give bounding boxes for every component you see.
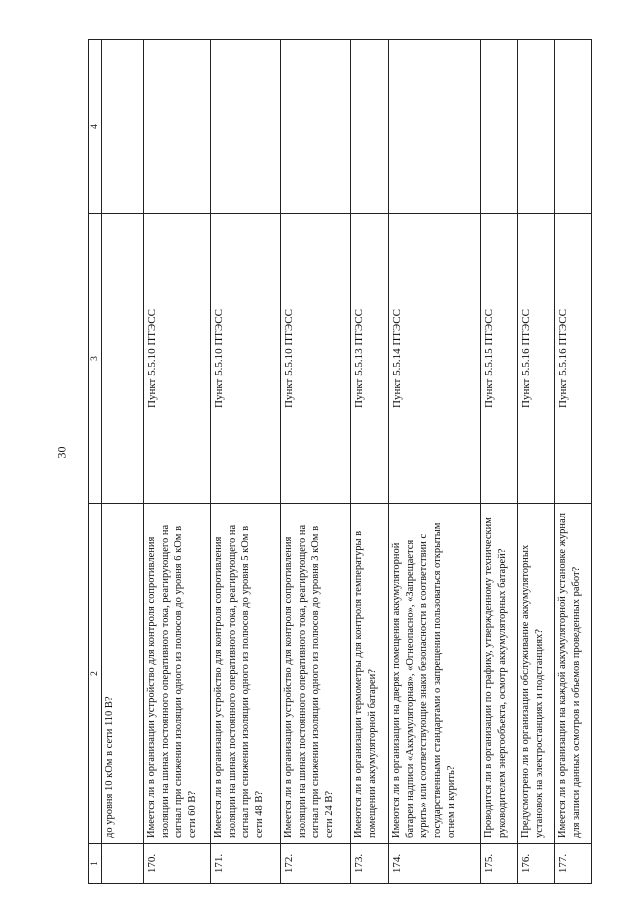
answer-cell (144, 40, 211, 214)
table-header-row (89, 40, 102, 884)
row-number: 177. (555, 844, 592, 884)
question-cell: Имеется ли в организации устройство для контроля сопротивления изоляции на шинах постоянного оперативного тока, реагирующего на сигнал при снижении изоляции одного из полюсов до уровня 3 кОм в сети 24 В? (281, 504, 351, 844)
header-col-2: 2 (89, 504, 102, 844)
table-row (351, 40, 389, 884)
row-number: 173. (351, 844, 389, 884)
row-number: 170. (144, 844, 211, 884)
reference-cell: Пункт 5.5.10 ПТЭСС (211, 214, 281, 504)
page-number: 30 (54, 446, 69, 459)
reference-cell: Пункт 5.5.13 ПТЭСС (351, 214, 389, 504)
answer-cell (281, 40, 351, 214)
header-col-3: 3 (89, 214, 102, 504)
answer-cell (102, 40, 144, 214)
table-row (555, 40, 592, 884)
answer-cell (481, 40, 518, 214)
question-cell: Имеется ли в организации на каждой аккумуляторной установке журнал для записи данных осмотров и объемов проведенных работ? (555, 504, 592, 844)
question-cell: до уровня 10 кОм в сети 110 В? (102, 504, 144, 844)
reference-cell: Пункт 5.5.16 ПТЭСС (555, 214, 592, 504)
table-row (389, 40, 481, 884)
question-cell: Имеются ли в организации термометры для контроля температуры в помещении аккумуляторной батареи? (351, 504, 389, 844)
answer-cell (389, 40, 481, 214)
answer-cell (555, 40, 592, 214)
table-row (144, 40, 211, 884)
table-row (481, 40, 518, 884)
question-cell: Проводится ли в организации по графику, утвержденному техническим руководителем энергообъекта, осмотр аккумуляторных батарей? (481, 504, 518, 844)
row-number-cell (102, 844, 144, 884)
reference-cell: Пункт 5.5.10 ПТЭСС (144, 214, 211, 504)
table-row-continuation (102, 40, 144, 884)
row-number: 171. (211, 844, 281, 884)
question-cell: Предусмотрено ли в организации обслуживание аккумуляторных установок на электростанциях и подстанциях? (518, 504, 555, 844)
question-cell: Имеется ли в организации устройство для контроля сопротивления изоляции на шинах постоянного оперативного тока, реагирующего на сигнал при снижении изоляции одного из полюсов до уровня 5 кОм в сети 48 В? (211, 504, 281, 844)
row-number: 174. (389, 844, 481, 884)
row-number: 175. (481, 844, 518, 884)
header-col-4: 4 (89, 40, 102, 214)
answer-cell (518, 40, 555, 214)
reference-cell: Пункт 5.5.15 ПТЭСС (481, 214, 518, 504)
checklist-table (88, 39, 592, 884)
answer-cell (211, 40, 281, 214)
checklist-table-container (88, 40, 592, 884)
header-col-1: 1 (89, 844, 102, 884)
table-row (281, 40, 351, 884)
row-number: 172. (281, 844, 351, 884)
reference-cell (102, 214, 144, 504)
table-row (211, 40, 281, 884)
row-number: 176. (518, 844, 555, 884)
question-cell: Имеются ли в организации на дверях помещения аккумуляторной батареи надписи «Аккумуляторная», «Огнеопасно», «Запрещается курить» или соответствующие знаки безопасности в соответствии с государственными стандартами о запрещении пользоваться открытым огнем и курить? (389, 504, 481, 844)
answer-cell (351, 40, 389, 214)
reference-cell: Пункт 5.5.10 ПТЭСС (281, 214, 351, 504)
table-row (518, 40, 555, 884)
question-cell: Имеется ли в организации устройство для контроля сопротивления изоляции на шинах постоянного оперативного тока, реагирующего на сигнал при снижении изоляции одного из полюсов до уровня 6 кОм в сети 60 В? (144, 504, 211, 844)
reference-cell: Пункт 5.5.14 ПТЭСС (389, 214, 481, 504)
reference-cell: Пункт 5.5.16 ПТЭСС (518, 214, 555, 504)
